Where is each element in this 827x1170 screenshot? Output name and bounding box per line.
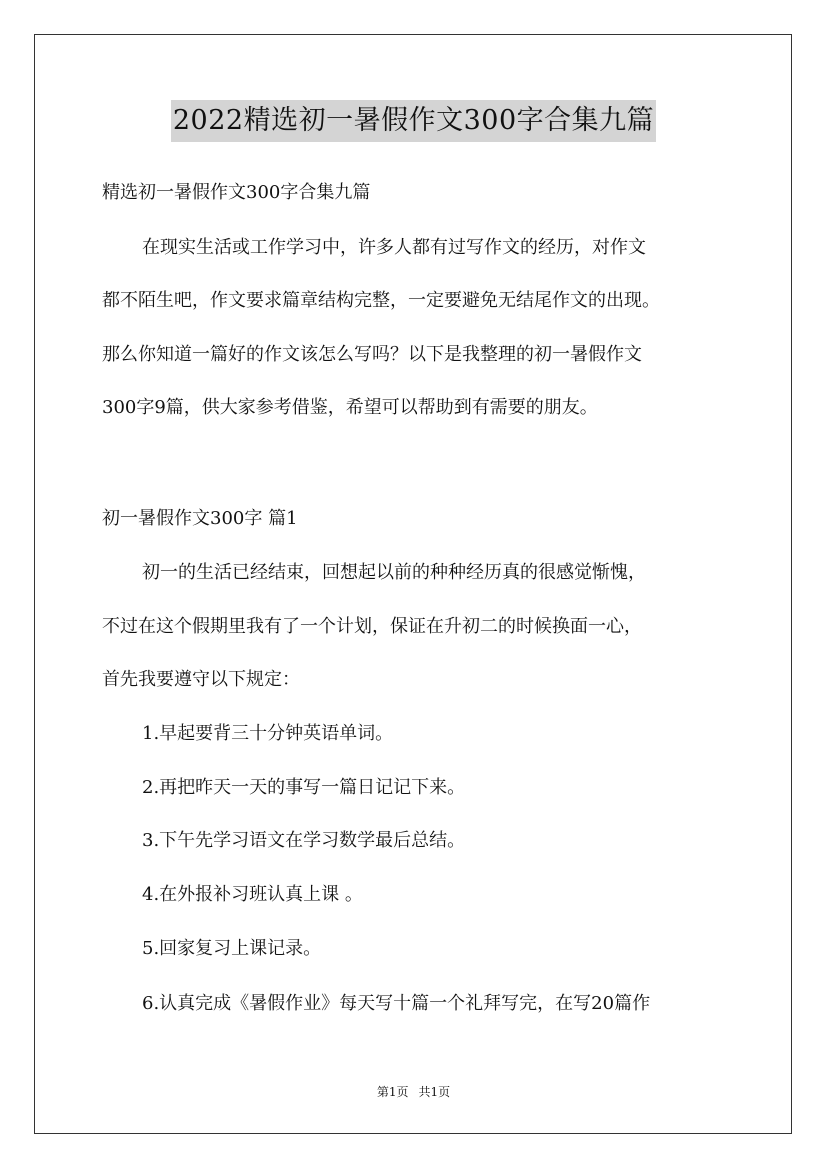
- page-footer: [0, 1084, 827, 1100]
- page-total: 共1页: [418, 1085, 451, 1099]
- document-subtitle: 精选初一暑假作文300字合集九篇: [102, 182, 371, 203]
- page-number: 第1页: [376, 1085, 409, 1099]
- intro-line: 那么你知道一篇好的作文该怎么写吗？以下是我整理的初一暑假作文: [102, 344, 642, 365]
- intro-line: 在现实生活或工作学习中，许多人都有过写作文的经历，对作文: [142, 237, 646, 258]
- body-line: 首先我要遵守以下规定：: [102, 669, 300, 690]
- document-title: 2022精选初一暑假作文300字合集九篇: [171, 100, 656, 142]
- rule-item: 6.认真完成《暑假作业》每天写十篇一个礼拜写完，在写20篇作: [142, 993, 651, 1014]
- rule-item: 1.早起要背三十分钟英语单词。: [142, 723, 394, 744]
- intro-line: 都不陌生吧，作文要求篇章结构完整，一定要避免无结尾作文的出现。: [102, 290, 660, 311]
- rule-item: 4.在外报补习班认真上课 。: [142, 884, 363, 905]
- title-container: [0, 100, 827, 142]
- body-line: 初一的生活已经结束，回想起以前的种种经历真的很感觉惭愧，: [142, 562, 646, 583]
- intro-line: 300字9篇，供大家参考借鉴，希望可以帮助到有需要的朋友。: [102, 397, 598, 418]
- body-line: 不过在这个假期里我有了一个计划，保证在升初二的时候换面一心，: [102, 616, 642, 637]
- section-heading: 初一暑假作文300字 篇1: [102, 508, 298, 529]
- rule-item: 5.回家复习上课记录。: [142, 938, 322, 959]
- rule-item: 3.下午先学习语文在学习数学最后总结。: [142, 830, 466, 851]
- rule-item: 2.再把昨天一天的事写一篇日记记下来。: [142, 777, 466, 798]
